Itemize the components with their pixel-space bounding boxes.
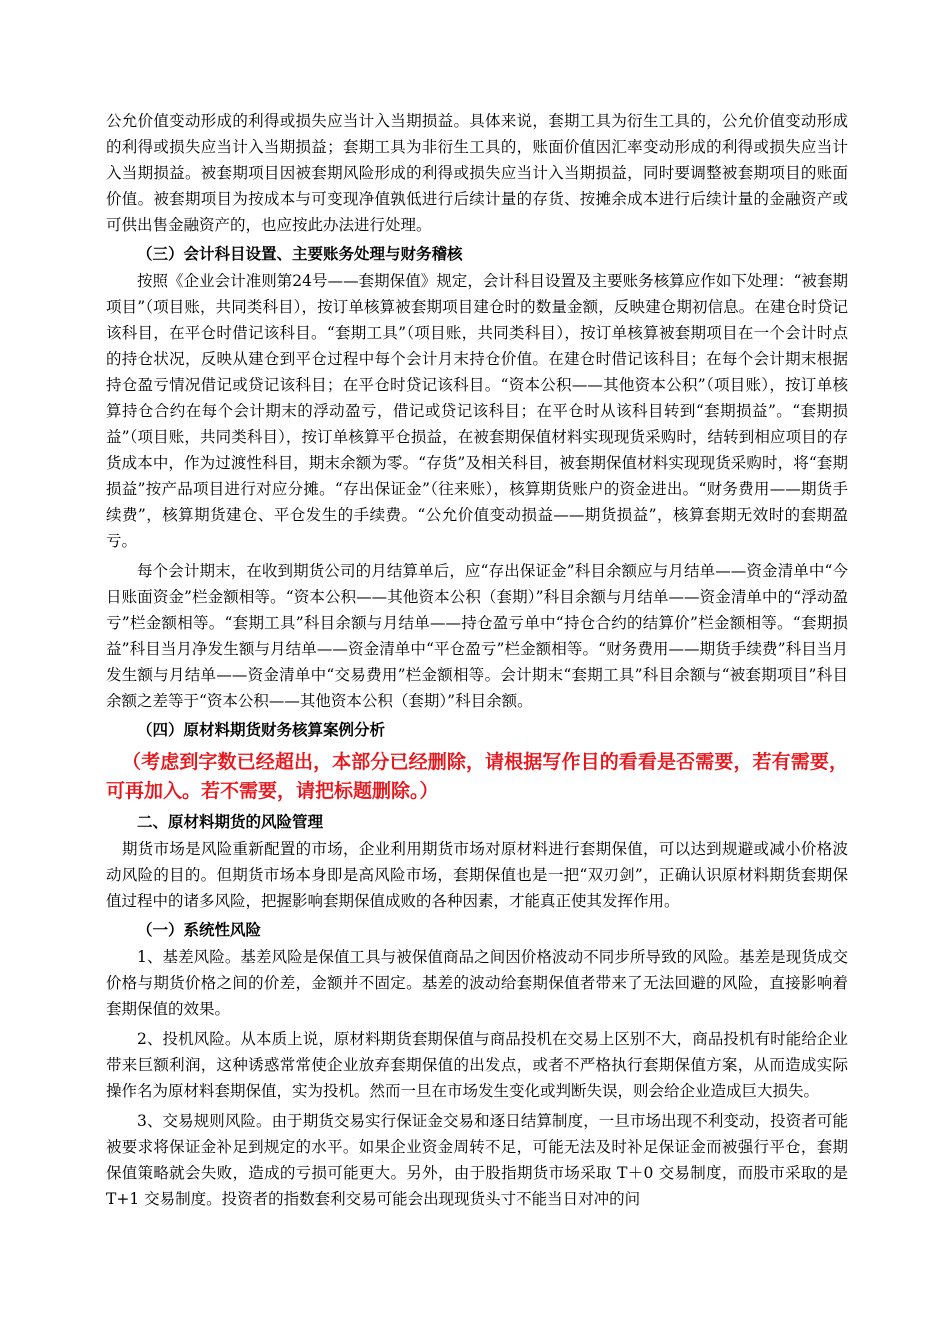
heading-section-3: （三）会计科目设置、主要账务处理与财务稽核 — [137, 244, 463, 263]
heading-section-4: （四）原材料期货财务核算案例分析 — [137, 720, 386, 739]
paragraph-risk-intro: 期货市场是风险重新配置的市场，企业利用期货市场对原材料进行套期保值，可以达到规避或减小价格波动风险的目的。但期货市场本身即是高风险市场，套期保值也是一把“双刃剑”，正确认识原材料期货套期保值过程中的诸多风险，把握影响套期保值成败的各种因素，才能真正使其发挥作用。 — [106, 840, 848, 910]
paragraph-speculation-risk: 2、投机风险。从本质上说，原材料期货套期保值与商品投机在交易上区别不大，商品投机有时能给企业带来巨额利润，这种诱惑常常使企业放弃套期保值的出发点，或者不严格执行套期保值方案，从而造成实际操作名为原材料套期保值，实为投机。然而一旦在市场发生变化或判断失误，则会给企业造成巨大损失。 — [106, 1030, 848, 1100]
paragraph-period-end-audit: 每个会计期末，在收到期货公司的月结算单后，应“存出保证金”科目余额应与月结单——资金清单中“今日账面资金”栏金额相等。“资本公积——其他资本公积（套期）”科目余额与月结单——资金清单中的“浮动盈亏”栏金额相等。“套期工具”科目余额与月结单——持仓盈亏单中“持仓合约的结算价”栏金额相等。“套期损益”科目当月净发生额与月结单——资金清单中“平仓盈亏”栏金额相等。“财务费用——期货手续费”科目当月发生额与月结单——资金清单中“交易费用”栏金额相等。会计期末“套期工具”科目余额与“被套期项目”科目余额之差等于“资本公积——其他资本公积（套期）”科目余额。 — [106, 562, 848, 710]
document-page — [106, 108, 848, 1212]
heading-risk-management: 二、原材料期货的风险管理 — [137, 812, 324, 831]
heading-systemic-risk: （一）系统性风险 — [137, 920, 262, 939]
paragraph-trading-rule-risk: 3、交易规则风险。由于期货交易实行保证金交易和逐日结算制度，一旦市场出现不利变动，投资者可能被要求将保证金补足到规定的水平。如果企业资金周转不足，可能无法及时补足保证金而被强行平仓，套期保值策略就会失败，造成的亏损可能更大。另外，由于股指期货市场采取 T＋0 交易制度，而股市采取的是 T+1 交易制度。投资者的指数套利交易可能会出现现货头寸不能当日对冲的问 — [106, 1112, 848, 1208]
paragraph-basis-risk: 1、基差风险。基差风险是保值工具与被保值商品之间因价格波动不同步所导致的风险。基差是现货成交价格与期货价格之间的价差，金额并不固定。基差的波动给套期保值者带来了无法回避的风险，直接影响着套期保值的效果。 — [106, 948, 848, 1018]
paragraph-accounts-setup: 按照《企业会计准则第24号——套期保值》规定，会计科目设置及主要账务核算应作如下处理：“被套期项目”（项目账，共同类科目），按订单核算被套期项目建仓时的数量金额，反映建仓期初信息。在建仓时贷记该科目，在平仓时借记该科目。“套期工具”（项目账，共同类科目），按订单核算被套期项目在一个会计时点的持仓状况，反映从建仓到平仓过程中每个会计月末持仓价值。在建仓时借记该科目；在每个会计期末根据持仓盈亏情况借记或贷记该科目；在平仓时贷记该科目。“资本公积——其他资本公积”（项目账），按订单核算持仓合约在每个会计期末的浮动盈亏，借记或贷记该科目；在平仓时从该科目转到“套期损益”。“套期损益”（项目账，共同类科目），按订单核算平仓损益，在被套期保值材料实现现货采购时，结转到相应项目的存货成本中，作为过渡性科目，期末余额为零。“存货”及相关科目，被套期保值材料实现现货采购时，将“套期损益”按产品项目进行对应分摊。“存出保证金”（往来账），核算期货账户的资金进出。“财务费用——期货手续费”，核算期货建仓、平仓发生的手续费。“公允价值变动损益——期货损益”，核算套期无效时的套期盈亏。 — [106, 272, 848, 550]
paragraph-fair-value: 公允价值变动形成的利得或损失应当计入当期损益。具体来说，套期工具为衍生工具的，公允价值变动形成的利得或损失应当计入当期损益；套期工具为非衍生工具的，账面价值因汇率变动形成的利得或损失应当计入当期损益。被套期项目因被套期风险形成的利得或损失应当计入当期损益，同时要调整被套期项目的账面价值。被套期项目为按成本与可变现净值孰低进行后续计量的存货、按摊余成本进行后续计量的金融资产或可供出售金融资产的，也应按此办法进行处理。 — [106, 112, 848, 234]
editor-note-deleted: （考虑到字数已经超出，本部分已经删除，请根据写作目的看看是否需要，若有需要，可再加入。若不需要，请把标题删除。） — [106, 751, 848, 802]
